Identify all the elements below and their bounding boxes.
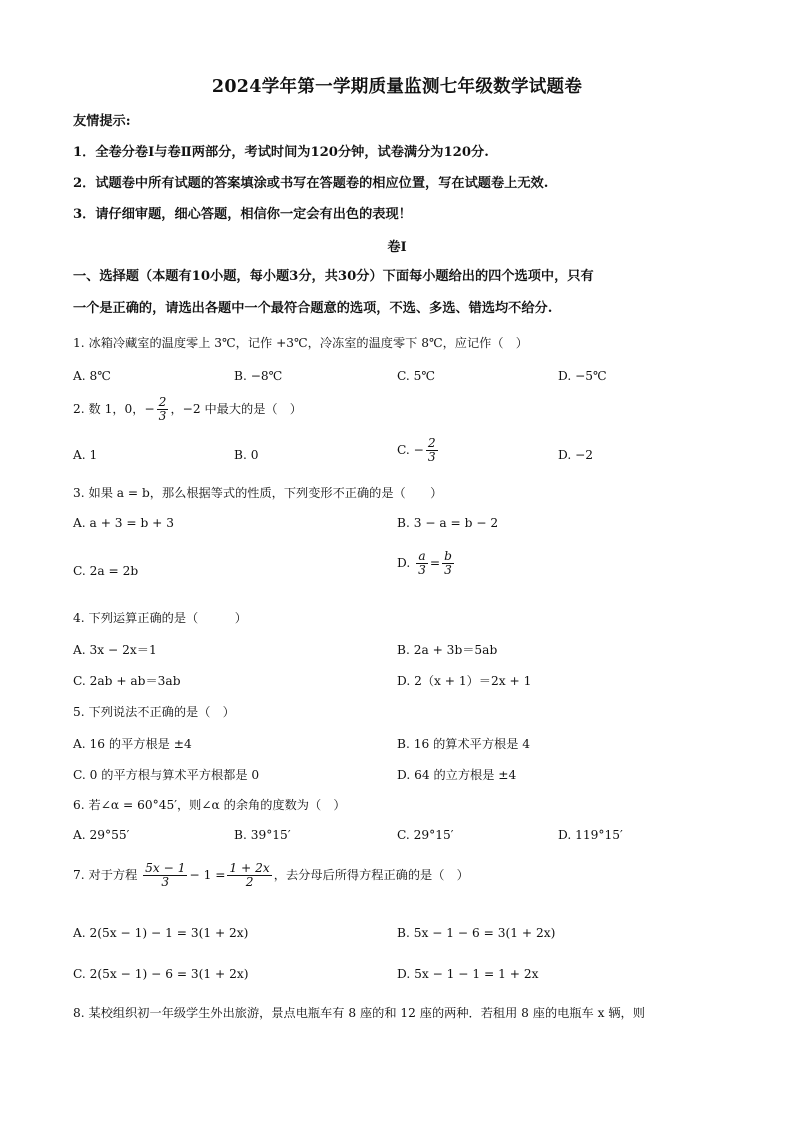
q2-option-c: [397, 437, 440, 464]
q7-f1-num: 5x − 1: [145, 861, 186, 875]
q2-frac-num: 2: [158, 395, 167, 409]
q3-option-c: C. 2a = 2b: [73, 564, 139, 578]
q2-option-b: B. 0: [234, 448, 259, 462]
q7-stem-mid: − 1 =: [189, 867, 226, 882]
question-1-stem: 1. 冰箱冷藏室的温度零上 3℃，记作 +3℃，冷冻室的温度零下 8℃，应记作（ ）: [73, 336, 528, 350]
q7-fraction-left: [143, 862, 187, 889]
part1-instructions-line2: 一个是正确的，请选出各题中一个最符合题意的选项，不选、多选、错选均不给分.: [73, 301, 553, 316]
q7-option-a: A. 2(5x − 1) − 1 = 3(1 + 2x): [73, 926, 249, 940]
q2-optc-den: 3: [427, 449, 436, 464]
section-label: 卷Ⅰ: [387, 240, 407, 255]
q3-optd-a-num: a: [418, 549, 426, 563]
tip-line-1: 1．全卷分卷Ⅰ与卷Ⅱ两部分，考试时间为120分钟，试卷满分为120分.: [73, 145, 489, 160]
q6-option-b: B. 39°15′: [234, 828, 291, 842]
q3-option-d-label: D.: [397, 555, 411, 570]
part1-instructions-line1: 一、选择题（本题有10小题，每小题3分，共30分）下面每小题给出的四个选项中，只有: [73, 269, 594, 284]
q2-frac-den: 3: [158, 408, 167, 423]
q5-option-d: D. 64 的立方根是 ±4: [397, 768, 517, 782]
q3-optd-b-den: 3: [444, 562, 452, 577]
q7-f1-den: 3: [161, 874, 170, 889]
q7-option-d: D. 5x − 1 − 1 = 1 + 2x: [397, 967, 539, 981]
q4-option-a: A. 3x − 2x＝1: [73, 643, 157, 657]
q2-option-d: D. −2: [558, 448, 594, 462]
question-4-stem: 4. 下列运算正确的是（ ）: [73, 611, 247, 625]
q2-option-c-fraction: [426, 437, 438, 464]
q3-optd-b-num: b: [444, 549, 452, 563]
q2-stem-pre: 2. 数 1，0，−: [73, 401, 155, 416]
q7-option-b: B. 5x − 1 − 6 = 3(1 + 2x): [397, 926, 556, 940]
question-5-stem: 5. 下列说法不正确的是（ ）: [73, 705, 235, 719]
q5-option-c: C. 0 的平方根与算术平方根都是 0: [73, 768, 260, 782]
q3-option-d: D. $\frac{a}{3}$ = $\frac{b}{3}$: [397, 549, 452, 577]
q2-stem-post: ，−2 中最大的是（ ）: [170, 401, 302, 416]
question-8-stem: 8. 某校组织初一年级学生外出旅游，景点电瓶车有 8 座的和 12 座的两种．若租用 8 座的电瓶车 x 辆，则: [73, 1006, 645, 1020]
q3-optd-frac-a: [416, 550, 428, 577]
q3-option-a: A. a + 3 = b + 3: [73, 516, 175, 530]
q2-option-a: A. 1: [73, 448, 98, 462]
q4-option-d: D. 2（x + 1）＝2x + 1: [397, 674, 532, 688]
q5-option-a: A. 16 的平方根是 ±4: [73, 737, 192, 751]
q5-option-b: B. 16 的算术平方根是 4: [397, 737, 531, 751]
q3-optd-frac-b: [442, 550, 454, 577]
q2-option-c-label: C. −: [397, 442, 424, 457]
q4-option-c: C. 2ab + ab＝3ab: [73, 674, 181, 688]
q1-option-d: D. −5℃: [558, 369, 607, 383]
page-title: 2024学年第一学期质量监测七年级数学试题卷: [211, 77, 583, 97]
q7-f2-den: 2: [245, 874, 254, 889]
question-6-stem: 6. 若∠α = 60°45′，则∠α 的余角的度数为（ ）: [73, 798, 346, 812]
tip-line-3: 3．请仔细审题，细心答题，相信你一定会有出色的表现！: [73, 207, 412, 222]
q7-fraction-right: [227, 862, 271, 889]
q1-option-a: A. 8℃: [73, 369, 111, 383]
q2-optc-num: 2: [427, 436, 436, 450]
q6-option-d: D. 119°15′: [558, 828, 623, 842]
q7-stem-pre: 7. 对于方程: [73, 867, 138, 882]
tip-line-2: 2．试题卷中所有试题的答案填涂或书写在答题卷的相应位置，写在试题卷上无效.: [73, 176, 549, 191]
q6-option-a: A. 29°55′: [73, 828, 130, 842]
q3-optd-a-den: 3: [418, 562, 426, 577]
q7-f2-num: 1 + 2x: [229, 861, 270, 875]
q4-option-b: B. 2a + 3b＝5ab: [397, 643, 498, 657]
q3-option-b: B. 3 − a = b − 2: [397, 516, 499, 530]
q7-stem-post: ，去分母后所得方程正确的是（ ）: [273, 867, 469, 882]
q7-option-c: C. 2(5x − 1) − 6 = 3(1 + 2x): [73, 967, 249, 981]
q1-option-c: C. 5℃: [397, 369, 436, 383]
q6-option-c: C. 29°15′: [397, 828, 454, 842]
q1-option-b: B. −8℃: [234, 369, 283, 383]
question-7-stem: [73, 862, 469, 889]
question-3-stem: 3. 如果 a = b，那么根据等式的性质，下列变形不正确的是（ ）: [73, 486, 443, 500]
tips-heading: 友情提示:: [73, 114, 131, 129]
question-2-stem: [73, 396, 302, 423]
q2-fraction: [157, 396, 169, 423]
